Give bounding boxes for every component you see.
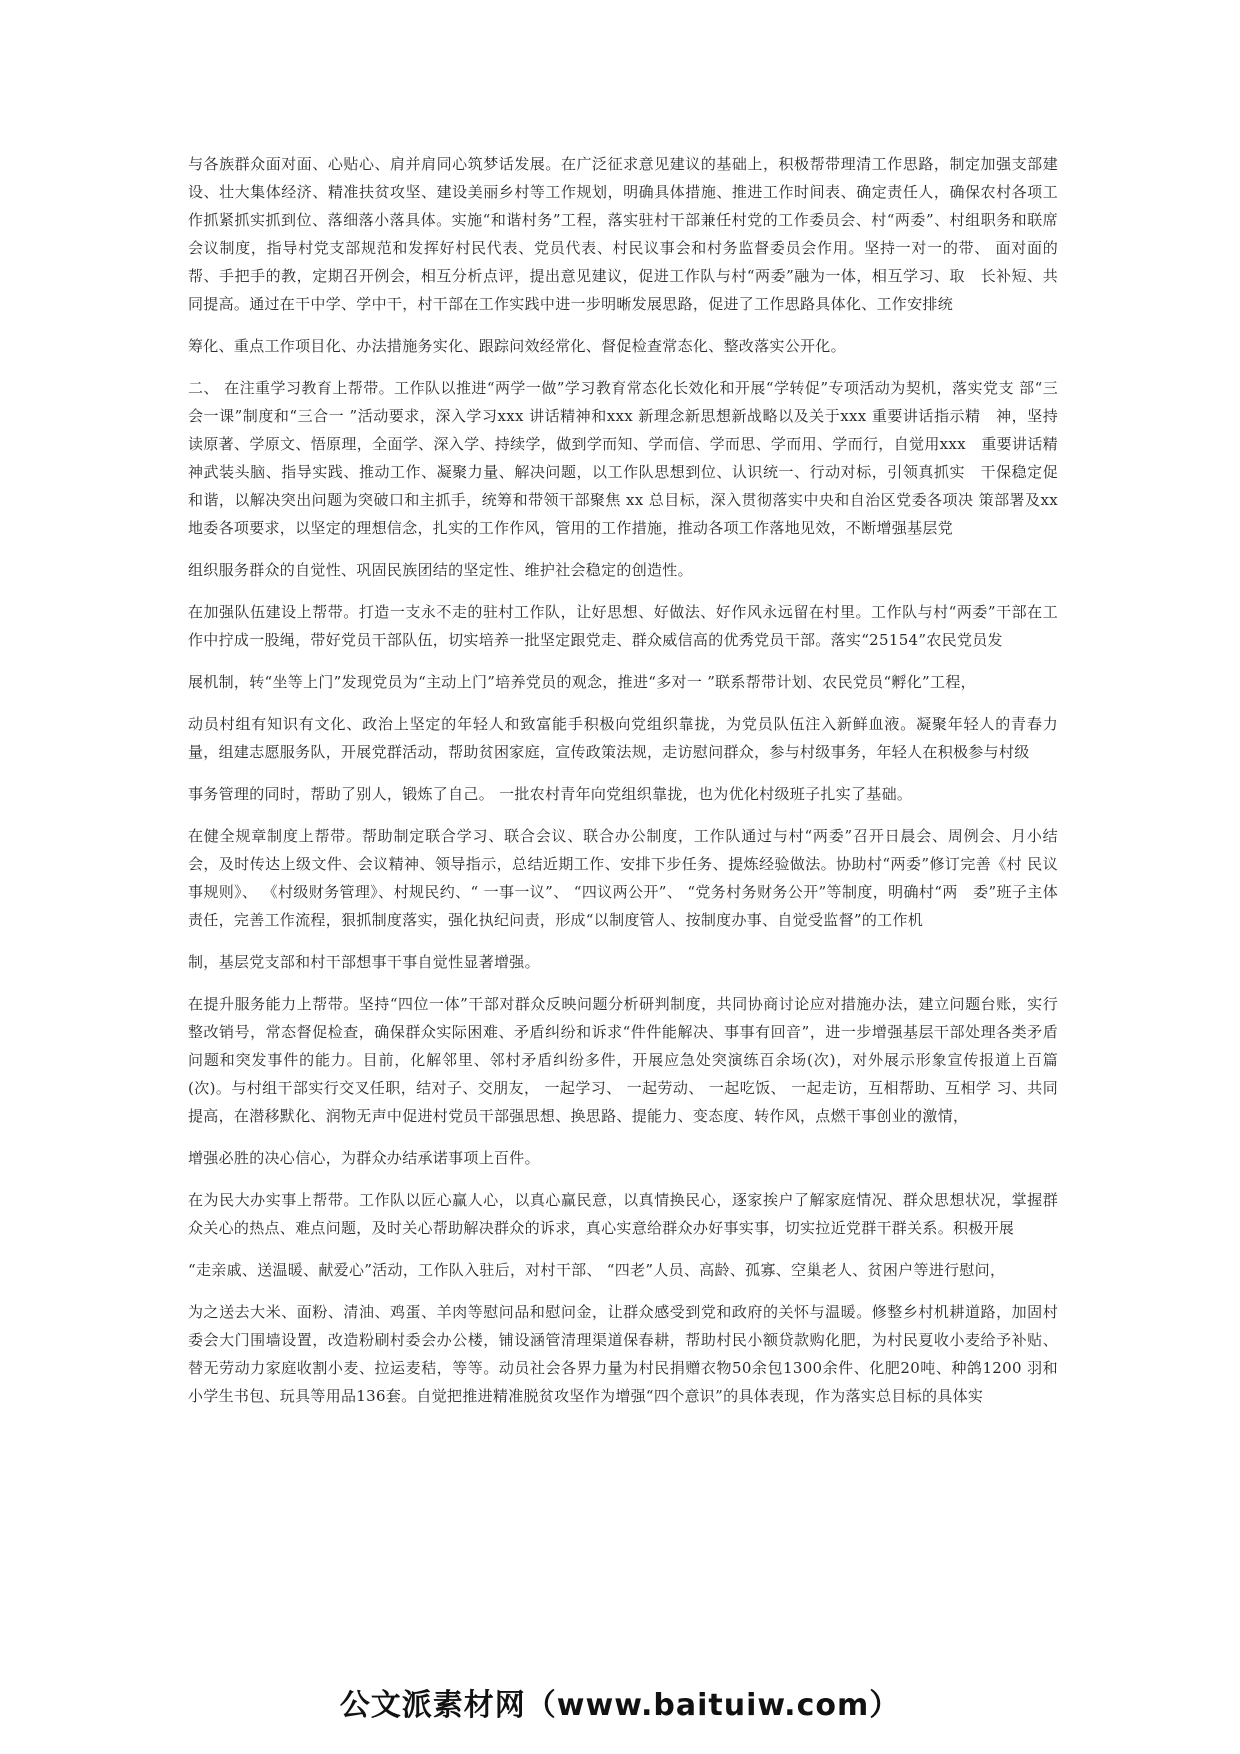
paragraph: 二、 在注重学习教育上帮带。工作队以推进“两学一做”学习教育常态化长效化和开展“学转促”专项活动为契机，落实党支 部“三会一课”制度和“三合一 ”活动要求，深入学习xxx 讲话精神和xxx 新理念新思想新战略以及关于xxx 重要讲话指示精 神，坚持读原著、学原文、悟原理，全面学、深入学、持续学，做到学而知、学而信、学而思、学而用、学而行，自觉用xxx 重要讲话精神武装头脑、指导实践、推动工作、凝聚力量、解决问题，以工作队思想到位、认识统一、行动对标，引领真抓实 干保稳定促和谐，以解决突出问题为突破口和主抓手，统筹和带领干部聚焦 xx 总目标，深入贯彻落实中央和自治区党委各项决 策部署及xx 地委各项要求，以坚定的理想信念，扎实的工作作风，管用的工作措施，推动各项工作落地见效，不断增强基层党 [188,379,1064,537]
paragraph: 展机制，转“坐等上门”发现党员为“主动上门”培养党员的观念，推进“多对一 ”联系帮带计划、农民党员“孵化”工程， [188,673,976,691]
paragraph: 在为民大办实事上帮带。工作队以匠心赢人心，以真心赢民意，以真情换民心，逐家挨户了解家庭情况、群众思想状况，掌握群众关心的热点、难点问题，及时关心帮助解决群众的诉求，真心实意给群众办好事实事，切实拉近党群干群关系。积极开展 [188,1191,1058,1237]
footer-watermark: 公文派素材网（www.baituiw.com） [339,1688,901,1723]
paragraph: 在健全规章制度上帮带。帮助制定联合学习、联合会议、联合办公制度，工作队通过与村“两委”召开日晨会、周例会、月小结会，及时传达上级文件、会议精神、领导指示，总结近期工作、安排下步任务、提炼经验做法。协助村“两委”修订完善《村 民议事规则》、 《村级财务管理》、村规民约、“ 一事一议”、 “四议两公开”、 “党务村务财务公开”等制度，明确村“两 委”班子主体责任，完善工作流程，狠抓制度落实，强化执纪问责，形成“以制度管人、按制度办事、自觉受监督”的工作机 [188,827,1058,929]
paragraph: 制，基层党支部和村干部想事干事自觉性显著增强。 [188,953,540,971]
paragraph: 动员村组有知识有文化、政治上坚定的年轻人和致富能手积极向党组织靠拢，为党员队伍注入新鲜血液。凝聚年轻人的青春力 量，组建志愿服务队，开展党群活动，帮助贫困家庭，宣传政策法规，走访慰问群众，参与村级事务，年轻人在积极参与村级 [188,715,1064,761]
paragraph: 为之送去大米、面粉、清油、鸡蛋、羊肉等慰问品和慰问金，让群众感受到党和政府的关怀与温暖。修整乡村机耕道路，加固村委会大门围墙设置，改造粉刷村委会办公楼，铺设涵管清理渠道保春耕，帮助村民小额贷款购化肥，为村民夏收小麦给予补贴、替无劳动力家庭收割小麦、拉运麦秸，等等。动员社会各界力量为村民捐赠衣物50余包1300余件、化肥20吨、种鸽1200 羽和小学生书包、玩具等用品136套。自觉把推进精准脱贫攻坚作为增强“四个意识”的具体表现，作为落实总目标的具体实 [188,1303,1058,1405]
paragraph: “走亲戚、送温暖、献爱心”活动，工作队入驻后，对村干部、 “四老”人员、高龄、孤寡、空巢老人、贫困户等进行慰问， [188,1261,1006,1279]
paragraph: 在加强队伍建设上帮带。打造一支永不走的驻村工作队，让好思想、好做法、好作风永远留在村里。工作队与村“两委”干部在工作中拧成一股绳，带好党员干部队伍，切实培养一批坚定跟党走、群众威信高的优秀党员干部。落实“25154”农民党员发 [188,603,1058,649]
paragraph: 筹化、重点工作项目化、办法措施务实化、跟踪问效经常化、督促检查常态化、整改落实公开化。 [188,337,846,355]
paragraph: 与各族群众面对面、心贴心、肩并肩同心筑梦话发展。在广泛征求意见建议的基础上，积极帮带理清工作思路，制定加强支部建设、壮大集体经济、精准扶贫攻坚、建设美丽乡村等工作规划，明确具体措施、推进工作时间表、确定责任人，确保农村各项工作抓紧抓实抓到位、落细落小落具体。实施“和谐村务”工程，落实驻村干部兼任村党的工作委员会、村“两委”、村组职务和联席会议制度，指导村党支部规范和发挥好村民代表、党员代表、村民议事会和村务监督委员会作用。坚持一对一的带、 面对面的帮、手把手的教，定期召开例会，相互分析点评，提出意见建议，促进工作队与村“两委”融为一体，相互学习、取 长补短、共同提高。通过在干中学、学中干，村干部在工作实践中进一步明晰发展思路，促进了工作思路具体化、工作安排统 [188,155,1058,313]
document-body [188,150,1064,1424]
paragraph: 事务管理的同时，帮助了别人，锻炼了自己。 一批农村青年向党组织靠拢，也为优化村级班子扎实了基础。 [188,785,913,803]
paragraph: 组织服务群众的自觉性、巩固民族团结的坚定性、维护社会稳定的创造性。 [188,561,693,579]
paragraph: 在提升服务能力上帮带。坚持“四位一体”干部对群众反映问题分析研判制度，共同协商讨论应对措施办法，建立问题台账，实行整改销号，常态督促检查，确保群众实际困难、矛盾纠纷和诉求“件件能解决、事事有回音”，进一步增强基层干部处理各类矛盾问题和突发事件的能力。目前，化解邻里、邻村矛盾纠纷多件，开展应急处突演练百余场(次)，对外展示形象宣传报道上百篇(次)。与村组干部实行交叉任职，结对子、交朋友， 一起学习、 一起劳动、 一起吃饭、 一起走访，互相帮助、互相学 习、共同提高，在潜移默化、润物无声中促进村党员干部强思想、换思路、提能力、变态度、转作风，点燃干事创业的激情， [188,995,1058,1125]
paragraph: 增强必胜的决心信心，为群众办结承诺事项上百件。 [188,1149,540,1167]
